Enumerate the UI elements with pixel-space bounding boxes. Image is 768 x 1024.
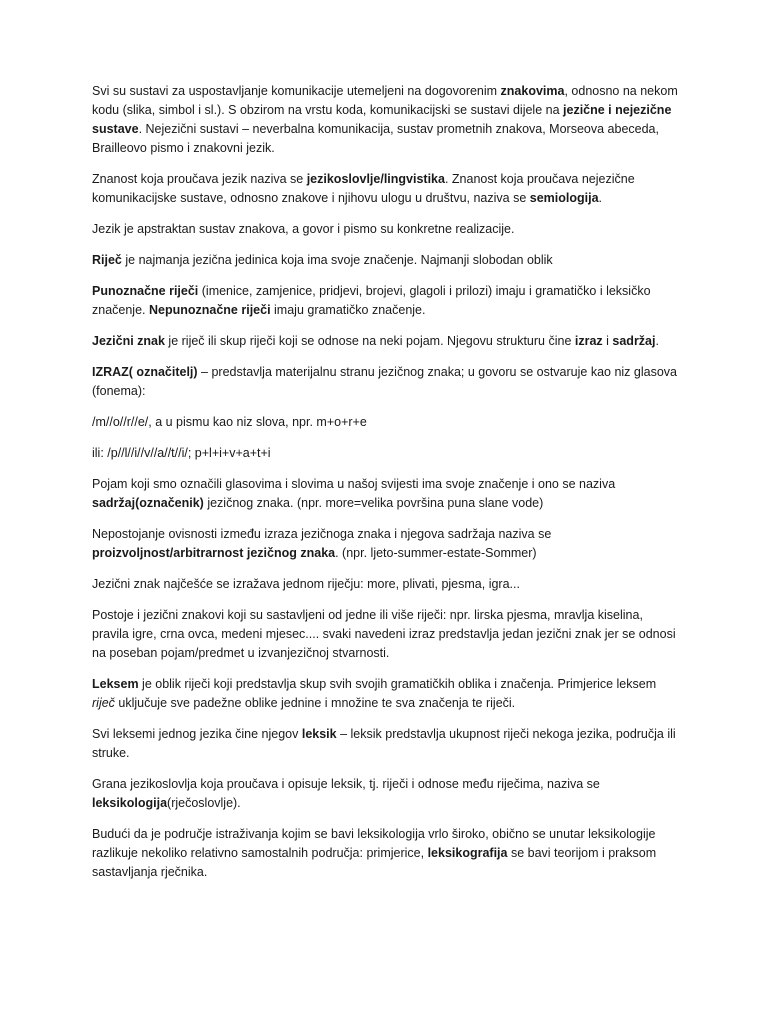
text-run: /m//o//r//e/, a u pismu kao niz slova, npr. m+o+r+e — [92, 415, 367, 429]
paragraph-13 — [92, 606, 682, 663]
text-run: Postoje i jezični znakovi koji su sastavljeni od jedne ili više riječi: npr. lirska pjesma, mravlja kiselina, pravila igre, crna ovca, medeni mjesec.... svaki navedeni izraz predstavlja jedan jezični znak jer se odnosi na poseban pojam/predmet u izvanjezičnoj stvarnosti. — [92, 608, 676, 660]
text-run: Pojam koji smo označili glasovima i slovima u našoj svijesti ima svoje značenje i ono se naziva — [92, 477, 616, 491]
paragraph-7 — [92, 363, 682, 401]
paragraph-1 — [92, 82, 682, 158]
text-run: (rječoslovlje). — [167, 796, 241, 810]
paragraph-15 — [92, 725, 682, 763]
paragraph-12 — [92, 575, 682, 594]
text-run: jezičnog znaka. (npr. more=velika površina puna slane vode) — [203, 496, 544, 510]
bold-term: jezikoslovlje/lingvistika — [306, 172, 445, 186]
bold-term: proizvoljnost/arbitrarnost jezičnog znaka — [92, 546, 336, 560]
text-run: . Nejezični sustavi – neverbalna komunikacija, sustav prometnih znakova, Morseova abeceda, Brailleovo pismo i znakovni jezik. — [92, 122, 659, 155]
paragraph-4 — [92, 251, 682, 270]
text-run: imaju gramatičko značenje. — [270, 303, 426, 317]
text-run: se bavi teorijom i praksom sastavljanja rječnika. — [92, 846, 657, 879]
paragraph-16 — [92, 775, 682, 813]
text-run: ili: /p//l//i//v//a//t//i/; p+l+i+v+a+t+i — [92, 446, 271, 460]
bold-term: leksikografija — [427, 846, 508, 860]
bold-term: semiologija — [529, 191, 599, 205]
paragraph-9 — [92, 444, 682, 463]
paragraph-6 — [92, 332, 682, 351]
paragraph-8 — [92, 413, 682, 432]
text-run: . — [655, 334, 659, 348]
paragraph-11 — [92, 525, 682, 563]
text-run: . Znanost koja proučava nejezične komunikacijske sustave, odnosno znakove i njihovu ulogu u društvu, naziva se — [92, 172, 635, 205]
text-run: Jezični znak najčešće se izražava jednom riječju: more, plivati, pjesma, igra... — [92, 577, 520, 591]
text-run: uključuje sve padežne oblike jednine i množine te sva značenja te riječi. — [114, 696, 516, 710]
document-body — [92, 82, 682, 894]
text-run: Budući da je područje istraživanja kojim se bavi leksikologija vrlo široko, obično se unutar leksikologije razlikuje nekoliko relativno samostalnih područja: primjerice, — [92, 827, 656, 860]
bold-term: sadržaj(označenik) — [92, 496, 204, 510]
text-run: Nepostojanje ovisnosti između izraza jezičnoga znaka i njegova sadržaja naziva se — [92, 527, 552, 541]
bold-term: IZRAZ( označitelj) — [92, 365, 198, 379]
paragraph-2 — [92, 170, 682, 208]
text-run: je riječ ili skup riječi koji se odnose na neki pojam. Njegovu strukturu čine — [164, 334, 575, 348]
bold-term: jezične i nejezične sustave — [92, 103, 672, 136]
bold-term: sadržaj — [612, 334, 656, 348]
text-run: i — [602, 334, 613, 348]
text-run: je oblik riječi koji predstavlja skup svih svojih gramatičkih oblika i značenja. Primjerice leksem — [138, 677, 657, 691]
text-run: je najmanja jezična jedinica koja ima svoje značenje. Najmanji slobodan oblik — [121, 253, 553, 267]
text-run: . — [598, 191, 603, 205]
text-run: – predstavlja materijalnu stranu jezičnog znaka; u govoru se ostvaruje kao niz glasova (fonema): — [92, 365, 677, 398]
bold-term: Leksem — [92, 677, 139, 691]
text-run: – leksik predstavlja ukupnost riječi nekoga jezika, područja ili struke. — [92, 727, 676, 760]
bold-term: Punoznačne riječi — [92, 284, 199, 298]
bold-term: izraz — [574, 334, 603, 348]
text-run: Jezik je apstraktan sustav znakova, a govor i pismo su konkretne realizacije. — [92, 222, 515, 236]
bold-term: znakovima — [500, 84, 565, 98]
text-run: Svi leksemi jednog jezika čine njegov — [92, 727, 302, 741]
text-run: , odnosno na nekom kodu (slika, simbol i sl.). S obzirom na vrstu koda, komunikacijski se sustavi dijele na — [92, 84, 678, 117]
text-run: Grana jezikoslovlja koja proučava i opisuje leksik, tj. riječi i odnose među riječima, naziva se — [92, 777, 600, 791]
bold-term: leksik — [301, 727, 337, 741]
text-run: Znanost koja proučava jezik naziva se — [92, 172, 307, 186]
bold-term: Jezični znak — [92, 334, 165, 348]
bold-term: Riječ — [92, 253, 122, 267]
bold-term: leksikologija — [92, 796, 168, 810]
paragraph-14 — [92, 675, 682, 713]
bold-term: Nepunoznačne riječi — [148, 303, 271, 317]
text-run: (imenice, zamjenice, pridjevi, brojevi, glagoli i prilozi) imaju i gramatičko i leksičko značenje. — [92, 284, 651, 317]
paragraph-10 — [92, 475, 682, 513]
paragraph-17 — [92, 825, 682, 882]
text-run: Svi su sustavi za uspostavljanje komunikacije utemeljeni na dogovorenim — [92, 84, 501, 98]
paragraph-3 — [92, 220, 682, 239]
italic-term: riječ — [92, 696, 115, 710]
text-run: . (npr. ljeto-summer-estate-Sommer) — [335, 546, 537, 560]
paragraph-5 — [92, 282, 682, 320]
